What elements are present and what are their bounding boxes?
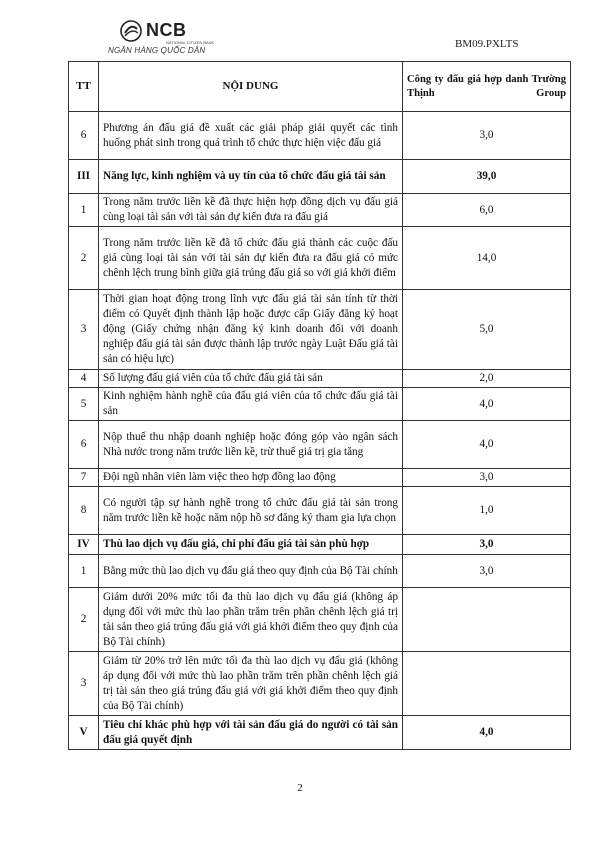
row-score: 1,0 bbox=[403, 487, 571, 535]
table-row bbox=[69, 487, 571, 535]
page-number: 2 bbox=[297, 782, 303, 794]
table-row bbox=[69, 588, 571, 652]
row-content: Bằng mức thù lao dịch vụ đấu giá theo quy định của Bộ Tài chính bbox=[99, 555, 403, 588]
brand-name: NCB bbox=[146, 20, 187, 40]
row-content: Giảm dưới 20% mức tối đa thù lao dịch vụ đấu giá (không áp dụng đối với mức thù lao phần trăm trên phần chênh lệch giá trị tài sản theo giá trúng đấu giá với giá khởi điểm theo quy định của Bộ Tài chính) bbox=[99, 588, 403, 652]
row-score: 6,0 bbox=[403, 194, 571, 227]
table-row bbox=[69, 555, 571, 588]
section-score: 39,0 bbox=[403, 160, 571, 194]
row-number: 2 bbox=[69, 227, 99, 290]
ncb-swirl-icon bbox=[120, 20, 142, 42]
row-content: Giảm từ 20% trở lên mức tối đa thù lao dịch vụ đấu giá (không áp dụng đối với mức thù lao phần trăm trên phần chênh lệch giá trị tài sản theo giá trúng đấu giá với giá khởi điểm theo quy định của Bộ Tài chính) bbox=[99, 652, 403, 716]
table-row bbox=[69, 421, 571, 469]
row-number: 7 bbox=[69, 469, 99, 487]
table-row bbox=[69, 112, 571, 160]
row-score bbox=[403, 588, 571, 652]
section-title: Thù lao dịch vụ đấu giá, chi phí đấu giá tài sản phù hợp bbox=[99, 535, 403, 555]
table-header-row bbox=[69, 62, 571, 112]
table-row bbox=[69, 194, 571, 227]
header-noi-dung: NỘI DUNG bbox=[99, 62, 403, 112]
table-row bbox=[69, 469, 571, 487]
row-number: 8 bbox=[69, 487, 99, 535]
table-row bbox=[69, 370, 571, 388]
row-number: 4 bbox=[69, 370, 99, 388]
row-score: 3,0 bbox=[403, 469, 571, 487]
section-number: V bbox=[69, 716, 99, 750]
row-score: 3,0 bbox=[403, 112, 571, 160]
section-title: Tiêu chí khác phù hợp với tài sản đấu giá do người có tài sản đấu giá quyết định bbox=[99, 716, 403, 750]
row-number: 5 bbox=[69, 388, 99, 421]
brand-vietnamese: NGÂN HÀNG QUỐC DÂN bbox=[108, 46, 206, 55]
row-score: 4,0 bbox=[403, 421, 571, 469]
row-number: 6 bbox=[69, 421, 99, 469]
row-score: 5,0 bbox=[403, 290, 571, 370]
table-row bbox=[69, 227, 571, 290]
row-number: 3 bbox=[69, 652, 99, 716]
row-number: 3 bbox=[69, 290, 99, 370]
row-number: 1 bbox=[69, 555, 99, 588]
row-score: 4,0 bbox=[403, 388, 571, 421]
row-score bbox=[403, 652, 571, 716]
row-score: 14,0 bbox=[403, 227, 571, 290]
row-content: Nộp thuế thu nhập doanh nghiệp hoặc đóng góp vào ngân sách Nhà nước trong năm trước liền kề, trừ thuế giá trị gia tăng bbox=[99, 421, 403, 469]
section-number: III bbox=[69, 160, 99, 194]
row-content: Trong năm trước liền kề đã thực hiện hợp đồng dịch vụ đấu giá cùng loại tài sản với tài sản dự kiến đưa ra đấu giá bbox=[99, 194, 403, 227]
row-score: 3,0 bbox=[403, 555, 571, 588]
row-score: 2,0 bbox=[403, 370, 571, 388]
row-content: Kinh nghiệm hành nghề của đấu giá viên của tổ chức đấu giá tài sản bbox=[99, 388, 403, 421]
ncb-logo bbox=[108, 18, 228, 58]
row-content: Đội ngũ nhân viên làm việc theo hợp đồng lao động bbox=[99, 469, 403, 487]
document-code: BM09.PXLTS bbox=[455, 38, 519, 50]
section-title: Năng lực, kinh nghiệm và uy tín của tổ chức đấu giá tài sản bbox=[99, 160, 403, 194]
section-row bbox=[69, 160, 571, 194]
header-tt: TT bbox=[69, 62, 99, 112]
table-row bbox=[69, 388, 571, 421]
row-content: Phương án đấu giá đề xuất các giải pháp giải quyết các tình huống phát sinh trong quá trình tổ chức thực hiện việc đấu giá bbox=[99, 112, 403, 160]
section-row bbox=[69, 535, 571, 555]
header-company: Công ty đấu giá hợp danh Trường Thịnh Group bbox=[403, 62, 571, 112]
row-content: Trong năm trước liền kề đã tổ chức đấu giá thành các cuộc đấu giá cùng loại tài sản với tài sản dự kiến đưa ra đấu giá có mức chênh lệch trung bình giữa giá trúng đấu giá so với giá khởi điểm bbox=[99, 227, 403, 290]
row-number: 6 bbox=[69, 112, 99, 160]
section-score: 4,0 bbox=[403, 716, 571, 750]
row-content: Có người tập sự hành nghề trong tổ chức đấu giá tài sản trong năm trước liền kề hoặc năm nộp hồ sơ đăng ký tham gia lựa chọn bbox=[99, 487, 403, 535]
brand-subtitle: NATIONAL CITIZEN BANK bbox=[166, 40, 215, 45]
row-content: Thời gian hoạt động trong lĩnh vực đấu giá tài sản tính từ thời điểm có Quyết định thành lập hoặc được cấp Giấy đăng ký hoạt động (Giấy chứng nhận đăng ký kinh doanh đối với doanh nghiệp đấu giá tài sản được thành lập trước ngày Luật Đấu giá tài sản có hiệu lực) bbox=[99, 290, 403, 370]
section-row bbox=[69, 716, 571, 750]
row-number: 1 bbox=[69, 194, 99, 227]
evaluation-table bbox=[68, 61, 571, 750]
section-number: IV bbox=[69, 535, 99, 555]
section-score: 3,0 bbox=[403, 535, 571, 555]
row-content: Số lượng đấu giá viên của tổ chức đấu giá tài sản bbox=[99, 370, 403, 388]
row-number: 2 bbox=[69, 588, 99, 652]
table-row bbox=[69, 290, 571, 370]
table-row bbox=[69, 652, 571, 716]
